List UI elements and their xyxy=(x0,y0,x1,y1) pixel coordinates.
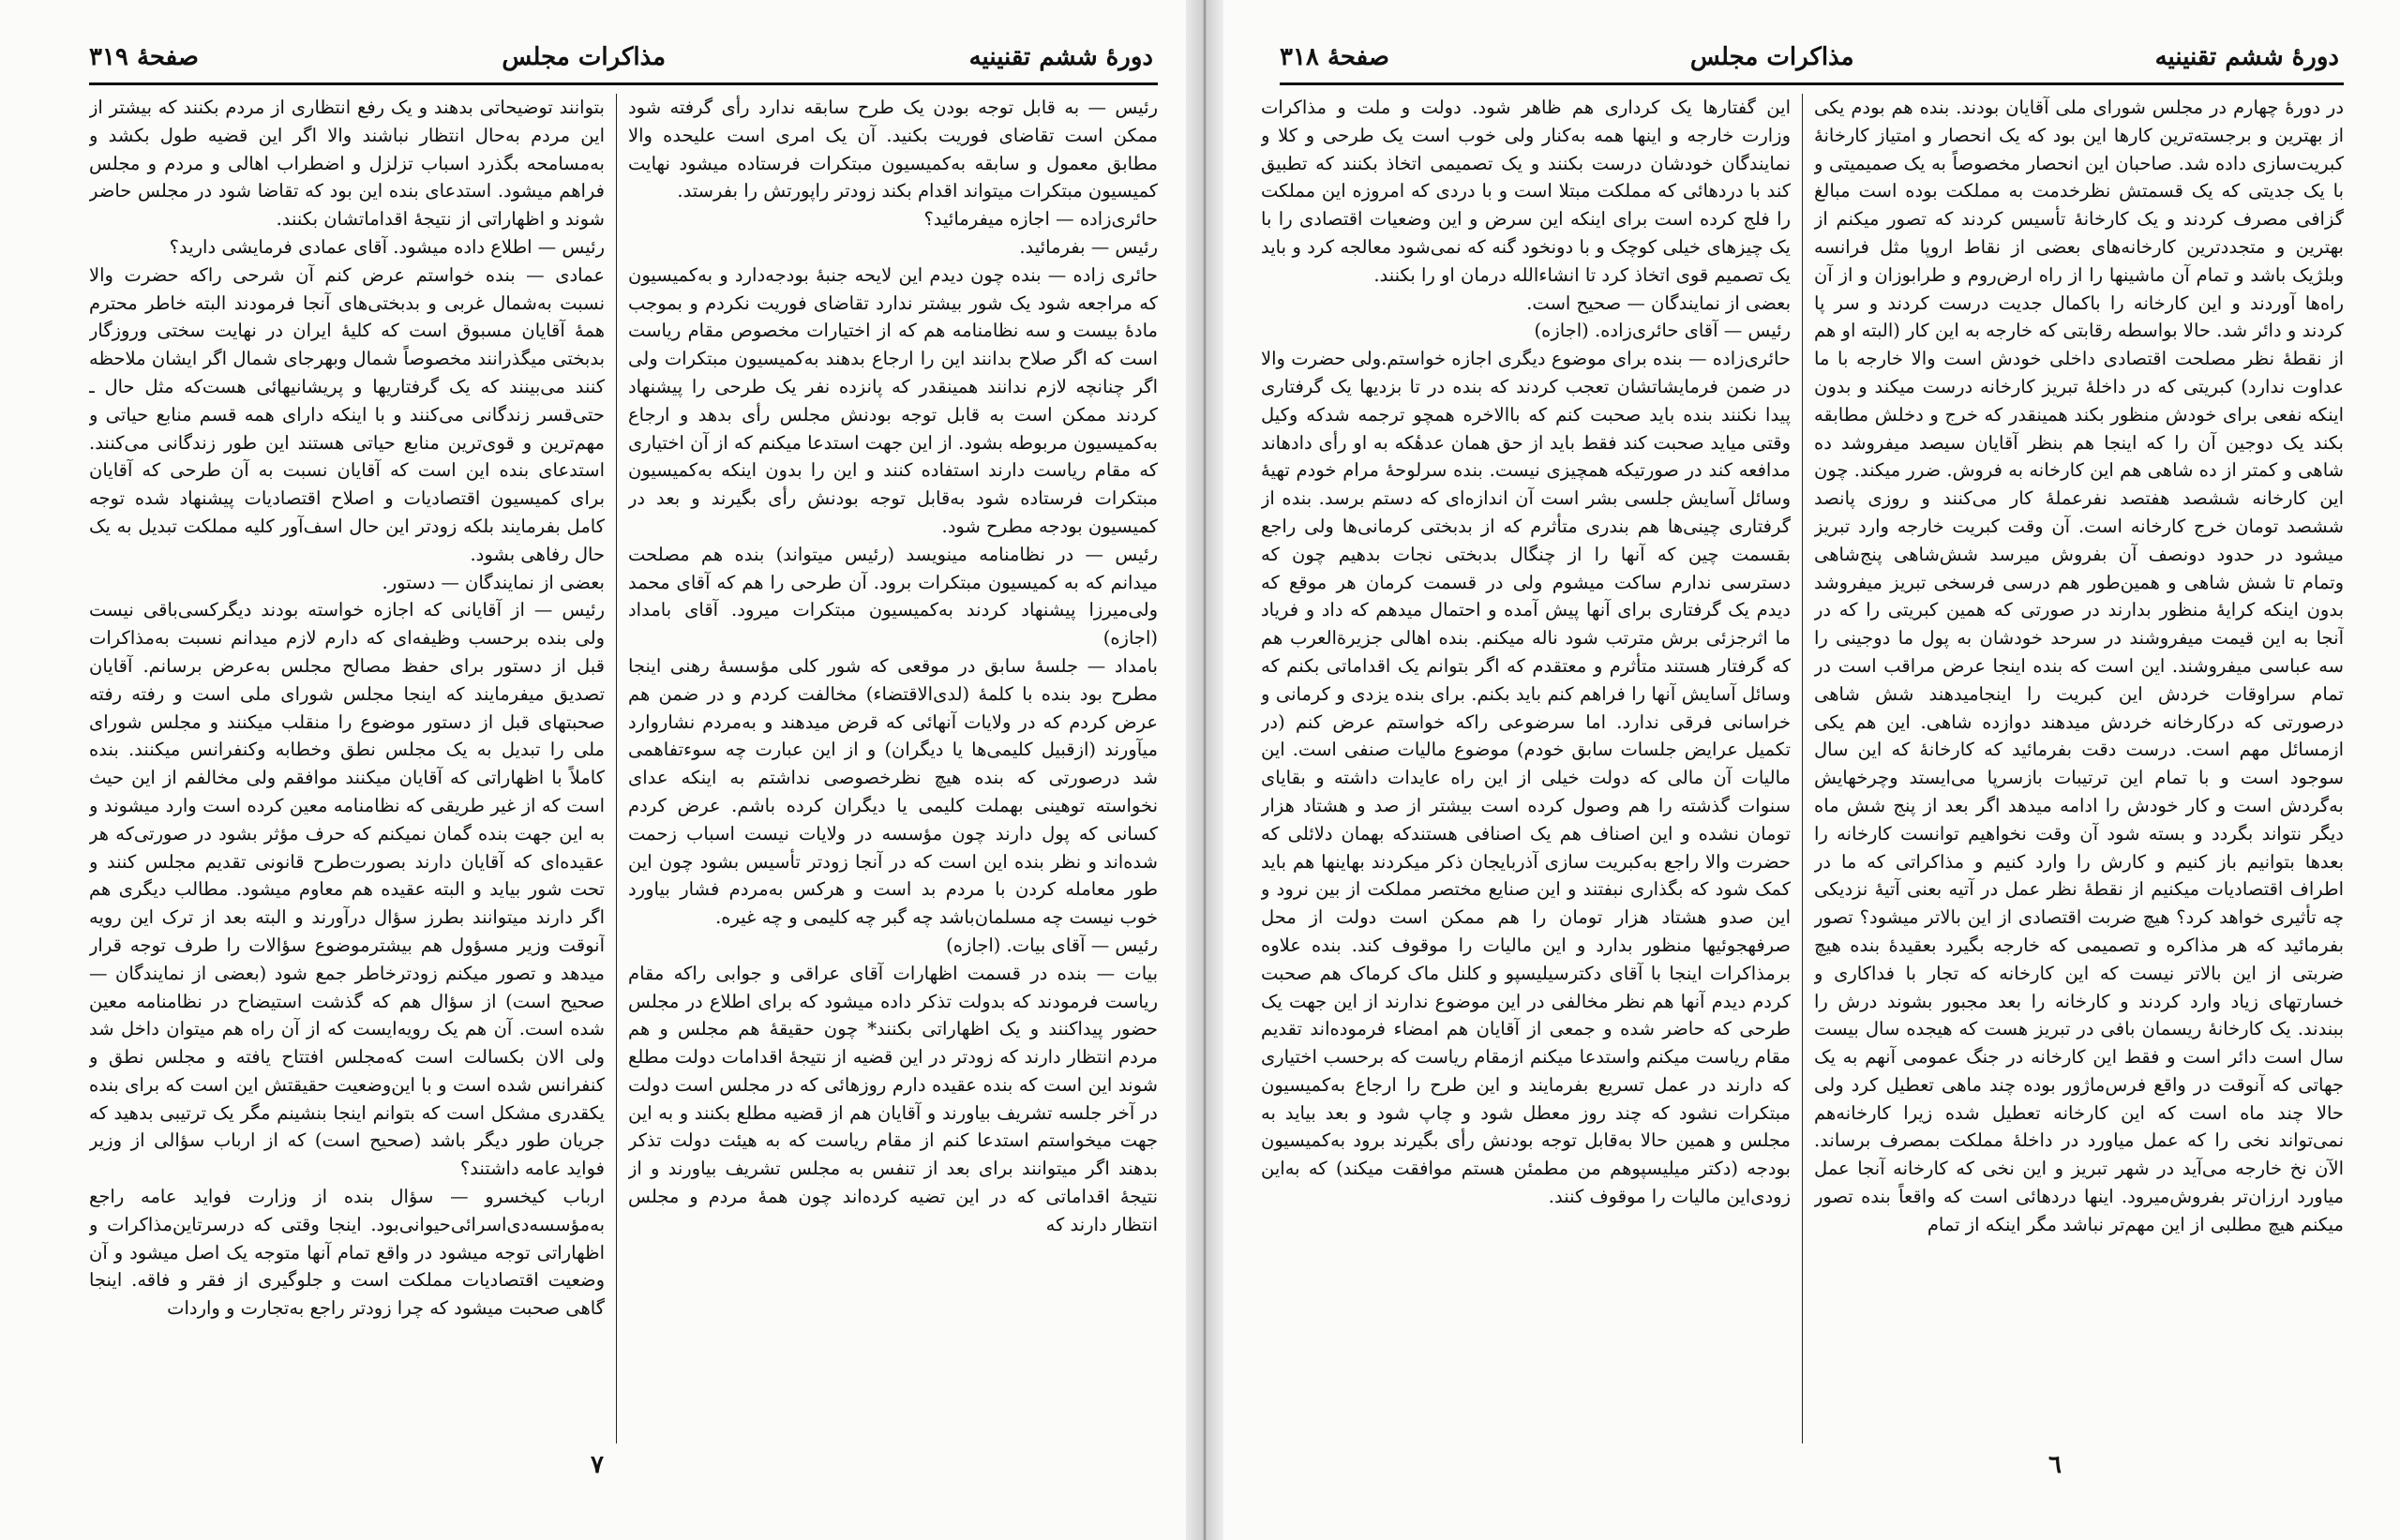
page-header xyxy=(89,34,1153,81)
text-column-left xyxy=(89,94,605,1443)
book-gutter xyxy=(1186,0,1223,1540)
text-column-right xyxy=(628,94,1158,1443)
column-text: در دورهٔ چهارم در مجلس شورای ملی آقایان بودند. بنده هم بودم یکی از بهترین و برجسته‌ترین کارها این بود که یک انحصار و امتیاز کارخانهٔ کبریت‌سازی داده شد. صاحبان این انحصار مخصوصاً به یک صمیمیتی و با یک جدیتی که یک قسمتش نظرخدمت به مملکت بوده است مبالغ گزافی مصرف کردند و یک کارخانهٔ تأسیس کردند که تصور میکنم از بهترین و متجددترین کارخانه‌های بعضی از نقاط اروپا مثل فرانسه وبلژیک باشد و تمام آن ماشینها را از راه ارض‌روم و طرابوزان و از آن راه‌ها آوردند و این کارخانه را باکمال جدیت درست کردند و سر پا کردند و دائر شد. حالا بواسطه رقابتی که خارجه به این کار (البته او هم از نقطهٔ نظر مصلحت اقتصادی داخلی خودش است والا خارجه با ما عداوت ندارد) کبریتی که در داخلهٔ تبریز کارخانه درست میکند و بدون اینکه نفعی برای خودش منظور بکند همینقدر که خرج و دخلش مطابقه بکند یک دوجین آن را که اینجا هم بنظر آقایان سیصد میفروشد ده شاهی و کمتر از ده شاهی هم این کارخانه به فروش. ضرر میکند. چون این کارخانه ششصد هفتصد نفرعملهٔ کار می‌کنند و روزی پانصد ششصد تومان خرج کارخانه است. آن وقت کبریت خارجه وارد تبریز میشود در حدود دونصف آن بفروش میرسد شش‌شاهی پنج‌شاهی وتمام تا شش شاهی و همین‌طور هم درسی فرسخی تبریز میفروشد بدون اینکه کرایهٔ منظور بدارند در صورتی که همین کبریتی را که در آنجا به این قیمت میفروشند در سرحد خودشان به پول ما دوجینی را سه عباسی میفروشند. این است که بنده اینجا عرض مراقب است در تمام سراوقات خردش این کبریت را اینجامیدهند شش شاهی درصورتی که درکارخانه خردش میدهند دوازده شاهی. این هم یکی ازمسائل مهم است. درست دقت بفرمائید که کارخانهٔ که این سال سوجود است و با تمام این ترتیبات بازسرپا می‌ایستد وچرخهایش به‌گردش است و کار خودش را ادامه میدهد اگر بعد از پنج شش ماه دیگر نتواند بگردد و بسته شود آن وقت نخواهیم توانست کارخانه را بعدها بتوانیم باز کنیم و کارش را وارد کنیم و مذاکراتی که ما در اطراف اقتصادیات میکنیم از نقطهٔ نظر عمل در آتیه بعنی آتیهٔ نزدیکی چه تأثیری خواهد کرد؟ هیچ ضربت اقتصادی از این بالاتر میشود؟ تصور بفرمائید که هر مذاکره و تصمیمی که خارجه بگیرد بعقیدهٔ بنده هیچ ضربتی از این بالاتر نیست که این کارخانه که تجار با فداکاری و خسارتهای زیاد وارد کردند و کارخانه را بعد مجبور بشوند درش را ببندند. یک کارخانهٔ ریسمان بافی در تبریز هست که هیجده سال بیست سال است دائر است و فقط این کارخانه در جنگ عمومی آنهم به یک جهاتی که آنوقت در واقع فرس‌ماژور بوده چند ماهی تعطیل کرد ولی حالا چند ماه است که این کارخانه تعطیل شده زیرا کارخانه‌هم نمی‌تواند نخی را که عمل میاورد در داخلهٔ مملکت بمصرف برساند. الآن نخ خارجه می‌آید در شهر تبریز و این نخی که کارخانه آنجا عمل میاورد ارزان‌تر بفروش‌میرود. اینها دردهائی است که واقعاً بنده تصور میکنم هیچ مطلبی از این مهم‌تر نباشد مگر اینکه از تمام xyxy=(1814,97,2344,1235)
page-318 xyxy=(1223,0,2400,1540)
header-page-number: صفحهٔ ۳۱۹ xyxy=(89,43,199,71)
footer-number: ٦ xyxy=(2048,1451,2062,1479)
column-text: رئیس — به قابل توجه بودن یک طرح سابقه ندارد رأی گرفته شود ممکن است تقاضای فوریت بکنید. آن یک امری است علیحده والا مطابق معمول و سابقه به‌کمیسیون مبتکرات فرستاده میشود نهایت کمیسیون مبتکرات میتواند اقدام بکند زودتر راپورتش را بفرستد. حائری‌زاده — اجازه میفرمائید؟ رئیس — بفرمائید. حائری زاده — بنده چون دیدم این لایحه جنبهٔ بودجه‌دارد و به‌کمیسیون که مراجعه شود یک شور بیشتر ندارد تقاضای فوریت نکردم و بموجب مادهٔ بیست و سه نظامنامه هم که از اختیارات مخصوص مقام ریاست است که اگر صلاح بدانند این را ارجاع بدهند به‌کمیسیون مبتکرات ولی اگر چنانچه لازم ندانند همینقدر که پانزده نفر یک طرحی را پیشنهاد کردند ممکن است به قابل توجه بودنش مجلس رأی بدهد و ارجاع به‌کمیسیون مربوطه بشود. از این جهت استدعا میکنم که از آن اختیاری که مقام ریاست دارند استفاده کنند و این را بدون اینکه به‌کمیسیون مبتکرات فرستاده شود به‌قابل توجه بودنش رأی بگیرند و بعد در کمیسیون بودجه مطرح شود. رئیس — در نظامنامه مینویسد (رئیس میتواند) بنده هم مصلحت میدانم که به کمیسیون مبتکرات برود. آن طرحی را هم که آقای محمد ولی‌میرزا پیشنهاد کردند به‌کمیسیون مبتکرات میرود. آقای بامداد (اجازه) بامداد — جلسهٔ سابق در موقعی که شور کلی مؤسسهٔ رهنی اینجا مطرح بود بنده با کلمهٔ (لدی‌الاقتضاء) مخالفت کردم و در ضمن هم عرض کردم که در ولایات آنهائی که قرض میدهند و به‌مردم نشاروارد میآورند (ازقبیل کلیمی‌ها یا دیگران) و از این عبارت چه سوءتفاهمی شد درصورتی که بنده هیچ نظرخصوصی نداشتم به اینکه عدای نخواسته توهینی بهملت کلیمی یا دیگران کرده باشم. عرض کردم کسانی که پول دارند چون مؤسسه در ولایات نیست اسباب زحمت شده‌اند و نظر بنده این است که در آنجا زودتر تأسیس بشود چون این طور معامله کردن با مردم بد است و هرکس به‌مردم فشار بیاورد خوب نیست چه مسلمان‌باشد چه گبر چه کلیمی و چه غیره. رئیس — آقای بیات. (اجازه) بیات — بنده در قسمت اظهارات آقای عراقی و جوابی راکه مقام ریاست فرمودند که بدولت تذکر داده میشود که برای اطلاع در مجلس حضور پیداکنند و یک اظهاراتی بکنند* چون حقیقهٔ هم مجلس و هم مردم انتظار دارند که زودتر در این قضیه از نتیجهٔ اقدامات دولت مطلع شوند این است که بنده عقیده دارم روزهائی که در مجلس است دولت در آخر جلسه تشریف بیاورند و آقایان هم از قضیه مطلع بکنند و به این جهت میخواستم استدعا کنم از مقام ریاست که به هیئت دولت تذکر بدهند اگر میتوانند برای بعد از تنفس به مجلس تشریف بیاورند و از نتیجهٔ اقداماتی که در این تضیه کرده‌اند چون همهٔ مردم و مجلس انتظار دارند که xyxy=(628,97,1158,1235)
header-volume-title: دورهٔ ششم تقنینیه xyxy=(968,43,1153,71)
footer-number: ٧ xyxy=(591,1451,604,1479)
header-rule xyxy=(89,82,1158,85)
text-column-right xyxy=(1814,94,2344,1443)
column-divider xyxy=(616,94,617,1443)
page-319 xyxy=(0,0,1186,1540)
header-journal-title: مذاکرات مجلس xyxy=(502,43,667,71)
header-page-number: صفحهٔ ۳۱۸ xyxy=(1280,43,1389,71)
header-rule xyxy=(1280,82,2344,85)
column-text: این گفتارها یک کرداری هم ظاهر شود. دولت و ملت و مذاکرات وزارت خارجه و اینها همه به‌کنار ولی خوب است یک طرحی و کلا و نمایندگان خودشان درست بکنند و یک تصمیمی اتخاذ بکنند که تطبیق کند با دردهائی که مملکت مبتلا است و با دردی که امروزه این مملکت را فلج کرده است برای اینکه این سرض و این وضعیات اقتصادی را با یک چیزهای خیلی کوچک و با دونخود گنه که نمی‌شود معالجه کرد و باید یک تصمیم قوی اتخاذ کرد تا انشاءالله درمان او را بکنند. بعضی از نمایندگان — صحیح است. رئیس — آقای حائری‌زاده. (اجازه) حائری‌زاده — بنده برای موضوع دیگری اجازه خواستم.ولی حضرت والا در ضمن فرمایشاتشان تعجب کردند که بنده در تا بزدیها یک گرفتاری پیدا نکنند بنده باید صحبت کنم که باالاخره همچو ترجمه شدکه وکیل وقتی میاید صحبت کند فقط باید از حق همان عدهٔکه به او رأی دادهاند مدافعه کند در صورتیکه همچیزی نیست. بنده سرلوحهٔ مرام خودم تهیهٔ وسائل آسایش جلسی بشر است آن اندازه‌ای که دستم برسد. بنده از گرفتاری چینی‌ها هم بندری متأثرم که از بدبختی کرمانی‌ها ولی راجع بقسمت چین که آنها را از چنگال بدبختی نجات بدهیم چون که دسترسی ندارم ساکت میشوم ولی در قسمت کرمان هر موقع که دیدم یک گرفتاری برای آنها پیش آمده و احتمال میدهم که داد و فریاد ما اثرجزئی برش مترتب شود ناله میکنم. بنده اهالی جزیرة‌العرب هم که گرفتار هستند متأثرم و معتقدم که اگر بتوانم یک اقداماتی بکنم که وسائل آسایش آنها را فراهم کنم باید بکنم. برای بنده یزدی و کرمانی و خراسانی فرقی ندارد. اما سرضوعی راکه خواستم عرض کنم (در تکمیل عرایض جلسات سابق خودم) موضوع مالیات صنفی است. این مالیات آن مالی که دولت خیلی از این راه عایدات داشته و بقایای سنوات گذشته را هم وصول کرده است بیشتر از صد و هشتاد هزار تومان نشده و این اصناف هم یک اصنافی هستندکه بهمان دلائلی که حضرت والا راجع به‌کبریت سازی آذربایجان ذکر میکردند بهاینها هم باید کمک شود که بگذاری نبفتند و این صنایع مختصر مملکت از بین نرود و این صدو هشتاد هزار تومان را هم ممکن است دولت از محل صرفهجوئیها منظور بدارد و این مالیات را موقوف کند. بنده علاوه برمذاکرات اینجا با آقای دکترسیلیسپو و کلنل ماک کرماک هم صحبت کردم دیدم آنها هم نظر مخالفی در این موضوع ندارند از این جهت یک طرحی که حاضر شده و جمعی از آقایان هم امضاء فرموده‌اند تقدیم مقام ریاست میکنم واستدعا میکنم ازمقام ریاست که برحسب اختیاری که دارند در عمل تسریع بفرمایند و این طرح را ارجاع به‌کمیسیون مبتکرات نشود که چند روز معطل شود و چاپ شود و بعد بیاید به مجلس و همین حالا به‌قابل توجه بودنش رأی بگیرند برود به‌کمیسیون بودجه (دکتر میلیسپوهم من مطمئن هستم موافقت میکند) که به‌این زودی‌این مالیات را موقوف کنند. xyxy=(1261,97,1791,1208)
column-divider xyxy=(1802,94,1803,1443)
header-volume-title: دورهٔ ششم تقنینیه xyxy=(2154,43,2339,71)
text-column-left xyxy=(1261,94,1791,1443)
page-header xyxy=(1280,34,2339,81)
column-text: بتوانند توضیحاتی بدهند و یک رفع انتظاری از مردم بکنند که بیشتر از این مردم به‌حال انتظار نباشند والا اگر این قضیه طول بکشد و به‌مسامحه بگذرد اسباب تزلزل و اضطراب اهالی و مردم و مجلس فراهم میشود. استدعای بنده این بود که تقاضا شود در مجلس حاضر شوند و اظهاراتی از نتیجهٔ اقداماتشان بکنند. رئیس — اطلاع داده میشود. آقای عمادی فرمایشی دارید؟ عمادی — بنده خواستم عرض کنم آن شرحی راکه حضرت والا نسبت به‌شمال غربی و بدبختی‌های آنجا فرمودند البته خاطر محترم همهٔ آقایان مسبوق است که کلیهٔ ایران در نهایت سختی وروزگار بدبختی میگذرانند مخصوصاً شمال وبهرجای شمال اگر ایشان ملاحظه کنند می‌بینند که یک گرفتاریها و پریشانیهائی هست‌که مثل حال ـ حتی‌قسر زندگانی می‌کنند و با اینکه دارای همه قسم منابع حیاتی و مهم‌ترین و قوی‌ترین منابع حیاتی هستند این طور زندگانی می‌کنند. استدعای بنده این است که آقایان نسبت به آن طرحی که آقایان برای کمیسیون اقتصادیات و اصلاح اقتصادیات پیشنهاد شده توجه کامل بفرمایند بلکه زودتر این حال اسف‌آور کلیه مملکت تبدیل به یک حال رفاهی بشود. بعضی از نمایندگان — دستور. رئیس — از آقایانی که اجازه خواسته بودند دیگرکسی‌باقی نیست ولی بنده برحسب وظیفه‌ای که دارم لازم میدانم نسبت به‌مذاکرات قبل از دستور برای حفظ مصالح مجلس به‌عرض برسانم. آقایان تصدیق میفرمایند که اینجا مجلس شورای ملی است و رفته رفته صحبتهای قبل از دستور موضوع را منقلب میکنند و مجلس شورای ملی را تبدیل به یک مجلس نطق وخطابه وکنفرانس میکنند. بنده کاملاً با اظهاراتی که آقایان میکنند موافقم ولی مخالفم از این حیث است که از غیر طریقی که نظامنامه معین کرده است وارد میشوند و به این جهت بنده گمان نمیکنم که حرف مؤثر بشود در صورتی‌که هر عقیده‌ای که آقایان دارند بصورت‌طرح قانونی تقدیم مجلس کنند و تحت شور بیاید و البته عقیده هم معاوم میشود. مطالب دیگری هم اگر دارند میتوانند بطرز سؤال درآورند و البته بعد از ترک این رویه آنوقت وزیر مسؤول هم بیشترموضوع سؤالات را طرف توجه قرار میدهد و تصور میکنم زودترخاطر جمع شود (بعضی از نمایندگان — صحیح است) از سؤال هم که گذشت استیضاح در نظامنامه معین شده است. آن هم یک رویه‌ایست که از آن راه هم میتوان داخل شد ولی الان بکسالت است که‌مجلس افتتاح یافته و مجلس نطق و کنفرانس شده است و با این‌وضعیت حقیقتش این است که برای بنده یکقدری مشکل است که بتوانم اینجا بنشینم مگر یک ترتیبی بدهید که جریان طور دیگر باشد (صحیح است) که از ارباب سؤالی از وزیر فواید عامه داشتند؟ ارباب کیخسرو — سؤال بنده از وزارت فواید عامه راجع به‌مؤسسه‌دی‌اسرائی‌حیوانی‌بود. اینجا وقتی که درسرتاین‌مذاکرات و اظهاراتی توجه میشود در واقع تمام آنها متوجه یک اصل میشود و آن وضعیت اقتصادیات مملکت است و جلوگیری از فقر و فاقه. اینجا گاهی صحبت میشود که چرا زودتر راجع به‌تجارت و واردات xyxy=(89,97,605,1320)
header-journal-title: مذاکرات مجلس xyxy=(1689,43,1854,71)
